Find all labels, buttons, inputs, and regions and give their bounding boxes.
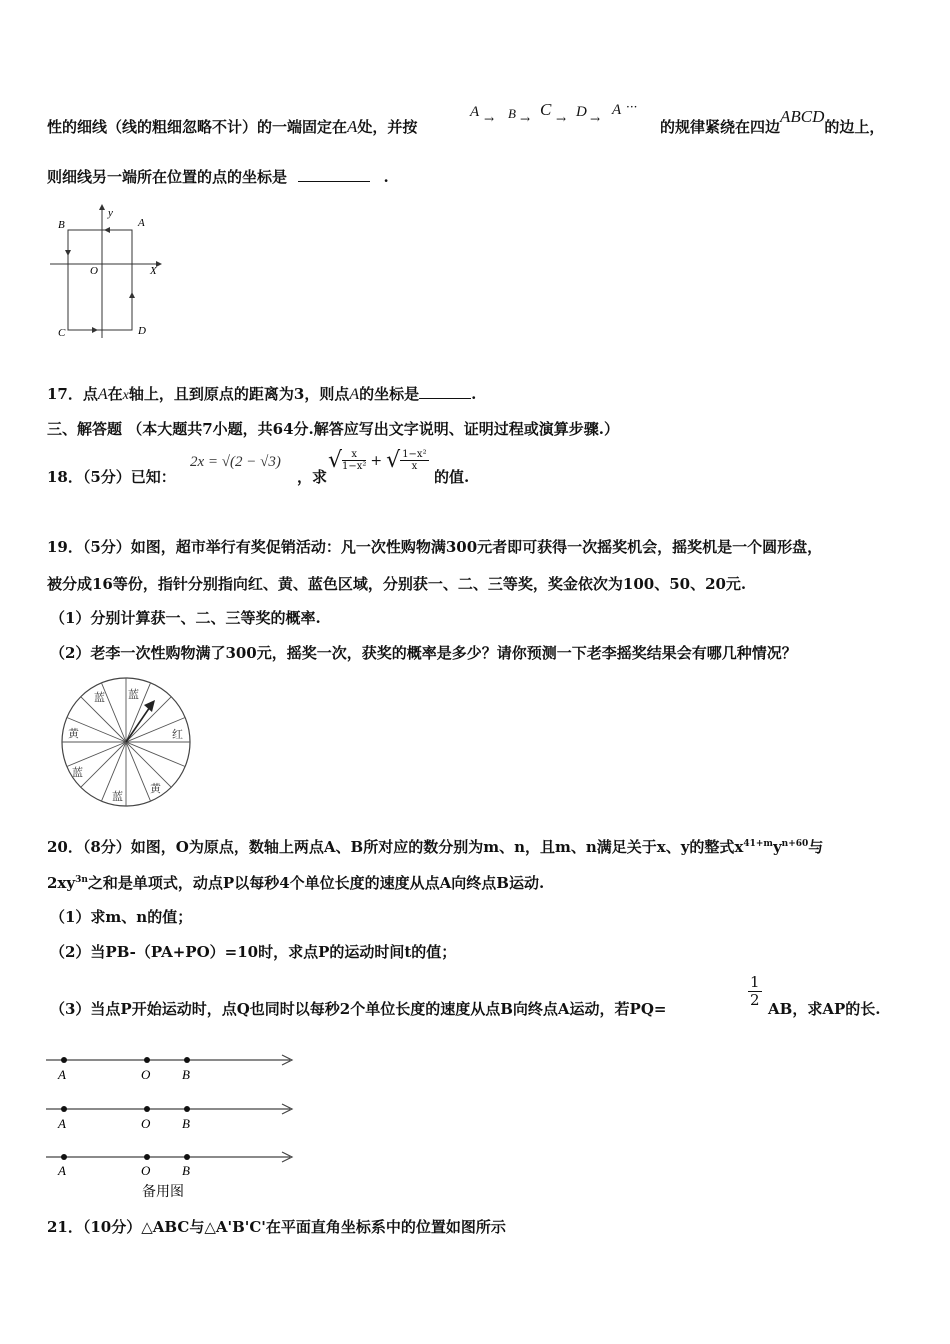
prize-wheel xyxy=(58,674,194,810)
q16-line2-text: 则细线另一端所在位置的点的坐标是 xyxy=(47,168,288,186)
wheel-label-blue: 蓝 xyxy=(128,689,139,701)
q20-sup2: n+60 xyxy=(781,839,809,849)
frac2-den: x xyxy=(411,461,418,472)
frac1-den: 1−x² xyxy=(342,461,367,472)
q16-text-d: 的边上， xyxy=(824,118,885,136)
q18-expression xyxy=(328,448,429,473)
plus-sign: + xyxy=(370,452,383,469)
q16-line1 xyxy=(47,116,417,137)
q16-text-b: 处，并按 xyxy=(357,118,418,136)
q18-frac2 xyxy=(400,449,428,472)
q19-sub2: （2）老李一次性购物满了300元，摇奖一次，获奖的概率是多少？请你预测一下老李摇奖结果会有哪几种情况？ xyxy=(50,644,797,662)
q16-text-c: 的规律紧绕在四边 xyxy=(660,118,781,136)
point-b xyxy=(184,1057,190,1063)
label-a: A xyxy=(58,1067,66,1082)
seq-tail: ··· xyxy=(626,100,638,114)
q17-point-a: A xyxy=(97,386,108,403)
q17-c: 轴上，且到原点的距离为3，则点 xyxy=(128,385,350,403)
q16-text-a: 性的细线（线的粗细忽略不计）的一端固定在 xyxy=(47,118,348,136)
q17-end: . xyxy=(471,385,477,403)
arrow-right-icon: → xyxy=(484,112,495,126)
seq-a-end: A xyxy=(612,102,622,118)
q17-d: 的坐标是 xyxy=(359,385,420,403)
number-line-3 xyxy=(46,1152,292,1178)
q20-line1-b: 与 xyxy=(808,838,824,856)
section-heading: 三、解答题 （本大题共7小题，共64分.解答应写出文字说明、证明过程或演算步骤.） xyxy=(47,420,619,438)
label-x: X xyxy=(150,265,157,277)
q20-line2 xyxy=(47,872,544,893)
wheel-label-red: 红 xyxy=(172,729,183,741)
wheel-label-blue: 蓝 xyxy=(112,791,123,803)
q17 xyxy=(47,383,476,404)
label-y: y xyxy=(108,207,113,219)
label-o: O xyxy=(141,1163,151,1178)
q18-c: 的值. xyxy=(434,468,470,486)
q20-sub2: （2）当PB-（PA+PO）=10时，求点P的运动时间t的值； xyxy=(50,943,457,961)
label-b: B xyxy=(182,1116,190,1131)
arrow-right-icon: → xyxy=(556,112,567,126)
spare-figure-caption: 备用图 xyxy=(142,1185,184,1200)
q20-sub3-b: AB，求AP的长. xyxy=(768,1000,881,1018)
q18 xyxy=(47,466,176,487)
half-fraction xyxy=(748,974,762,1008)
point-a xyxy=(61,1154,67,1160)
wheel-label-yellow: 黄 xyxy=(150,783,161,795)
number-line-1 xyxy=(46,1055,292,1082)
seq-c: C xyxy=(540,100,552,119)
q16-point-a: A xyxy=(347,117,358,136)
q20-line1 xyxy=(47,836,823,857)
seq-d: D xyxy=(576,104,587,120)
seq-b: B xyxy=(508,106,516,121)
q21: 21．（10分）△ABC与△A'B'C'在平面直角坐标系中的位置如图所示 xyxy=(47,1218,506,1236)
label-b: B xyxy=(58,219,65,231)
sqrt-icon: √ xyxy=(386,448,401,473)
q20-line2-a: 2xy xyxy=(47,874,76,892)
label-a: A xyxy=(58,1163,66,1178)
q17-x: x xyxy=(122,388,129,403)
seq-a: A xyxy=(470,104,480,120)
q18-frac1 xyxy=(342,449,366,472)
arrow-down-icon xyxy=(65,250,71,256)
label-o: O xyxy=(141,1067,151,1082)
q16-sequence xyxy=(466,100,656,130)
q17-a: 17．点 xyxy=(47,385,98,403)
answer-blank[interactable] xyxy=(419,398,471,399)
q17-b: 在 xyxy=(107,385,123,403)
point-o xyxy=(144,1154,150,1160)
q16-figure xyxy=(46,202,166,342)
point-a xyxy=(61,1057,67,1063)
q20-sub3-a: （3）当点P开始运动时，点Q也同时以每秒2个单位长度的速度从点B向终点A运动，若PQ= xyxy=(50,1000,667,1018)
q19-line1: 19．（5分）如图，超市举行有奖促销活动：凡一次性购物满300元者即可获得一次摇奖机会，摇奖机是一个圆形盘， xyxy=(47,538,823,556)
q20-line1-a: 20．（8分）如图，O为原点，数轴上两点A、B所对应的数分别为m、n，且m、n满足关于x、y的整式x xyxy=(47,838,744,856)
arrow-up-icon xyxy=(129,292,135,298)
frac-den: 2 xyxy=(750,990,760,1009)
q19-sub1: （1）分别计算获一、二、三等奖的概率. xyxy=(50,609,321,627)
label-c: C xyxy=(58,327,66,339)
wheel-label-blue: 蓝 xyxy=(94,692,105,704)
q16-quad: ABCD xyxy=(780,107,825,126)
q18-formula: 2x = √(2 − √3) xyxy=(190,454,281,470)
q20-sup3: 3n xyxy=(75,875,88,885)
q16-line2 xyxy=(47,166,389,187)
q17-point-a2: A xyxy=(349,386,360,403)
label-o: O xyxy=(90,265,98,277)
q20-sub3 xyxy=(50,998,666,1019)
point-b xyxy=(184,1154,190,1160)
label-d: D xyxy=(138,325,146,337)
arrow-right-icon: → xyxy=(520,112,531,126)
label-a: A xyxy=(138,217,145,229)
arrow-right-icon xyxy=(92,327,98,333)
point-o xyxy=(144,1106,150,1112)
point-b xyxy=(184,1106,190,1112)
label-b: B xyxy=(182,1163,190,1178)
sqrt-icon: √ xyxy=(328,448,343,473)
arrow-right-icon: → xyxy=(590,112,601,126)
frac2-num: 1−x² xyxy=(402,449,427,460)
wheel-label-blue: 蓝 xyxy=(72,767,83,779)
arrow-left-icon xyxy=(104,227,110,233)
q18-a: 18．（5分）已知： xyxy=(47,468,176,486)
q20-sub1: （1）求m、n的值； xyxy=(50,908,193,926)
wheel-label-yellow: 黄 xyxy=(68,728,79,740)
frac-num: 1 xyxy=(750,973,760,991)
x-axis-arrow-icon xyxy=(156,261,162,267)
q19-line2: 被分成16等份，指针分别指向红、黄、蓝色区域，分别获一、二、三等奖，奖金依次为100、50、20元. xyxy=(47,575,747,593)
label-a: A xyxy=(58,1116,66,1131)
q20-line2-b: 之和是单项式，动点P以每秒4个单位长度的速度从点A向终点B运动. xyxy=(87,874,545,892)
label-o: O xyxy=(141,1116,151,1131)
q20-y: y xyxy=(772,838,782,856)
label-b: B xyxy=(182,1067,190,1082)
q16-line1-end xyxy=(660,107,885,137)
frac1-num: x xyxy=(342,449,366,461)
rectangle-abcd xyxy=(68,230,132,330)
number-lines xyxy=(44,1048,300,1204)
point-o xyxy=(144,1057,150,1063)
q18-b: ，求 xyxy=(297,468,328,486)
number-line-2 xyxy=(46,1104,292,1131)
y-axis-arrow-icon xyxy=(99,204,105,210)
q20-sup1: 41+m xyxy=(743,839,773,849)
point-a xyxy=(61,1106,67,1112)
q16-line2-end: . xyxy=(383,168,389,186)
answer-blank[interactable] xyxy=(298,181,370,182)
